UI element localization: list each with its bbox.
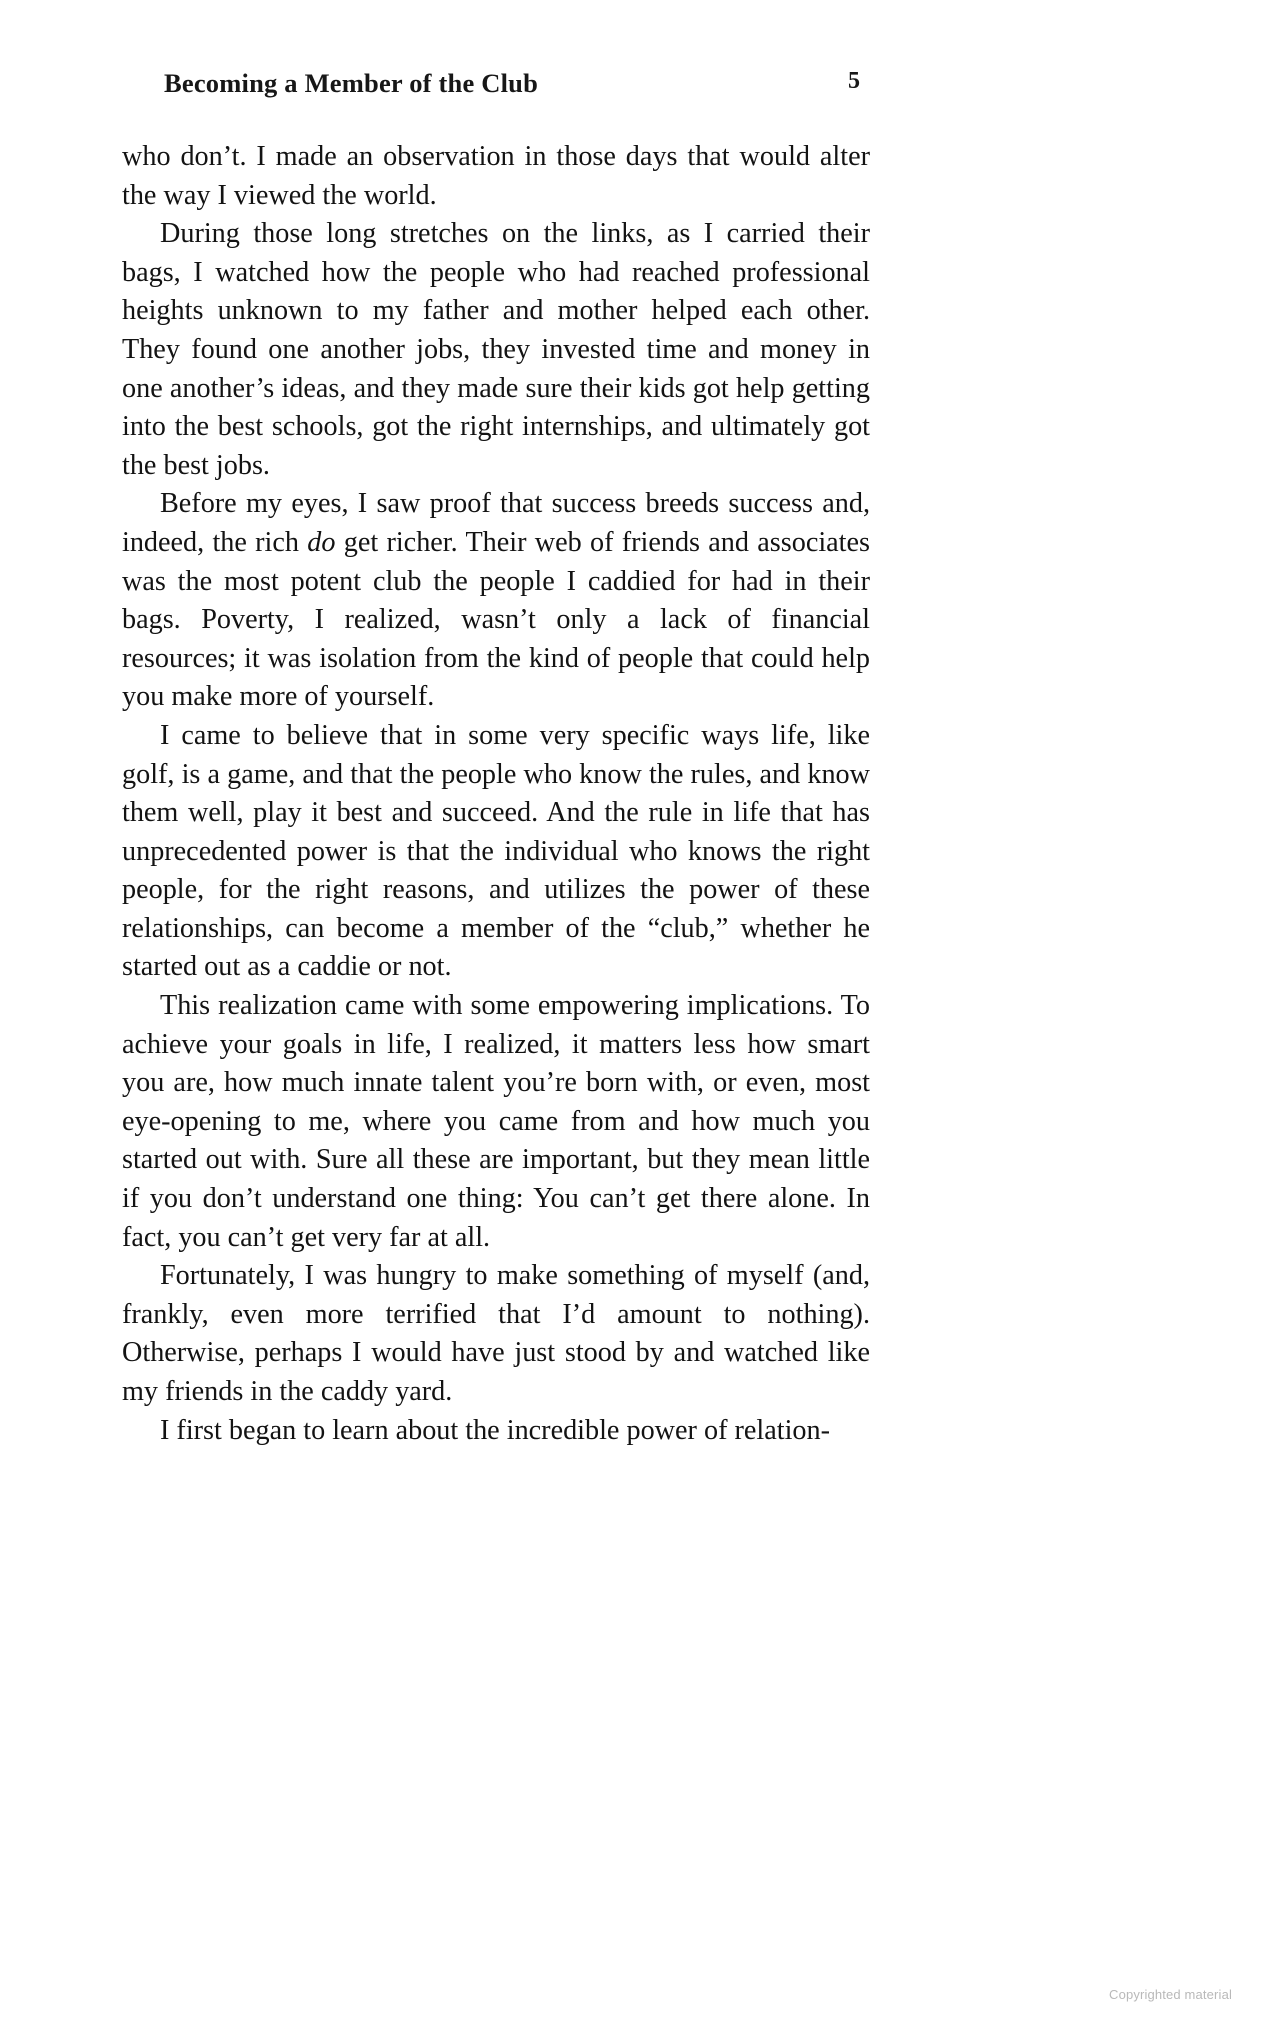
paragraph-7: I first began to learn about the incredible power of relation- <box>160 1414 830 1446</box>
body-text-column <box>122 138 870 1450</box>
paragraph-3 <box>122 485 870 717</box>
paragraph-5: This realization came with some empowering implications. To achieve your goals in life, I realized, it matters less how smart you are, how much innate talent you’re born with, or even, most eye-opening to me, where you came from and how much you started out with. Sure all these are important, but they mean little if you don’t understand one thing: You can’t get there alone. In fact, you can’t get very far at all. <box>122 990 870 1253</box>
paragraph-3-emphasis: do <box>307 526 336 558</box>
page-number: 5 <box>848 68 860 94</box>
running-head <box>122 68 868 108</box>
paragraph-3-part-2: get richer. Their web of friends and associates was the most potent club the people I caddied for had in their bags. Poverty, I realized, wasn’t only a lack of financial resources; it was isolation from the kind of people that could help you make more of yourself. <box>122 526 870 713</box>
paragraph-2: During those long stretches on the links, as I carried their bags, I watched how the people who had reached professional heights unknown to my father and mother helped each other. They found one another jobs, they invested time and money in one another’s ideas, and they made sure their kids got help getting into the best schools, got the right internships, and ultimately got the best jobs. <box>122 218 870 481</box>
paragraph-6: Fortunately, I was hungry to make something of myself (and, frankly, even more terrified that I’d amount to nothing). Otherwise, perhaps I would have just stood by and watched like my friends in the caddy yard. <box>122 1260 870 1407</box>
paragraph-4: I came to believe that in some very specific ways life, like golf, is a game, and that the people who know the rules, and know them well, play it best and succeed. And the rule in life that has unprecedented power is that the individual who knows the right people, for the right reasons, and utilizes the power of these relationships, can become a member of the “club,” whether he started out as a caddie or not. <box>122 719 870 983</box>
paragraph-1: who don’t. I made an observation in those days that would alter the way I viewed the world. <box>122 141 870 211</box>
paragraph-3-part-1: Before my eyes, I saw proof that success breeds success and, indeed, the rich <box>122 488 870 558</box>
running-head-title: Becoming a Member of the Club <box>164 68 539 98</box>
copyright-watermark: Copyrighted material <box>1109 1987 1232 2002</box>
